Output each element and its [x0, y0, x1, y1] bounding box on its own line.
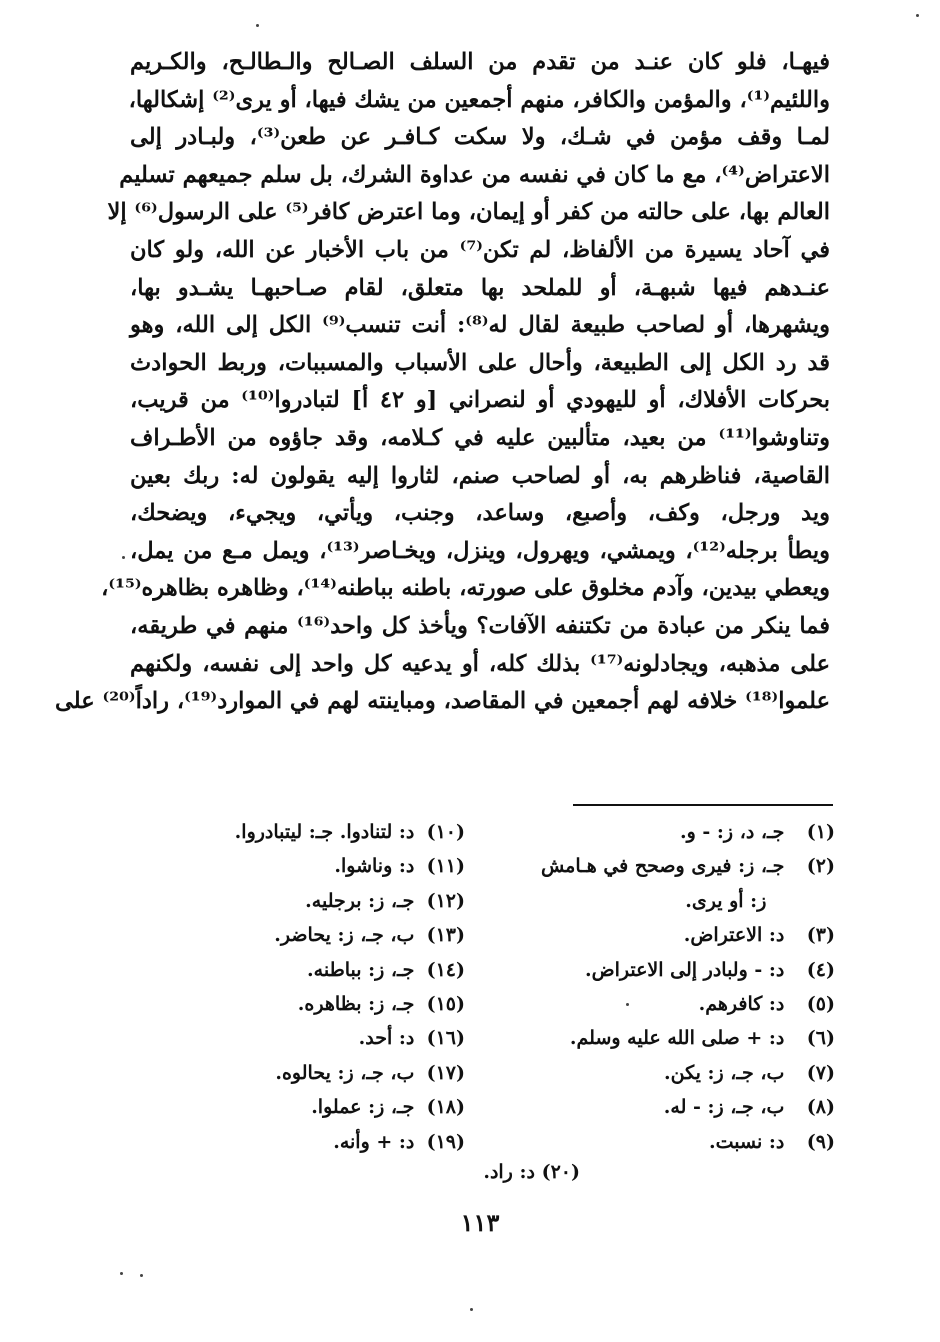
text-line: ويد ورجل، وكف، وأصبع، وساعد، وجنب، ويأتي، ويجيء، ويضحك،: [130, 500, 830, 527]
footnote-text: د: وناشوا.: [334, 855, 415, 878]
footnote-number: (٤): [806, 958, 835, 981]
footnote: [490, 1090, 835, 1124]
footnote: [120, 1125, 465, 1159]
text-line: العالم بها، على حالته من كفر أو إيمان، وما اعترض كافر⁽⁵⁾ على الرسول⁽⁶⁾ إلا: [107, 199, 830, 226]
scan-speck: [626, 1003, 629, 1006]
footnote: [490, 918, 835, 952]
footnote-text: جـ، ز: عملوا.: [311, 1096, 415, 1119]
footnote-separator: [573, 804, 833, 806]
footnote-number: (١٢): [426, 889, 465, 912]
text-line: لمـا وقف مؤمن في شـك، ولا سكت كـافـر عن طعن⁽³⁾، ولبـادر إلى: [130, 124, 830, 151]
footnote-text: د: راد.: [483, 1161, 535, 1183]
footnote-last: [250, 1155, 580, 1189]
text-line: ويعطي بيدين، وآدم مخلوق على صورته، باطنه بباطنه⁽¹⁴⁾، وظاهره بظاهره⁽¹⁵⁾،: [101, 575, 830, 602]
footnote-text: جـ، ز: برجليه.: [305, 889, 415, 912]
footnote: [490, 953, 835, 987]
footnote-number: (٣): [806, 924, 835, 947]
footnote-number: (١٤): [426, 958, 465, 981]
text-line: ويطأ برجله⁽¹²⁾، ويمشي، ويهرول، وينزل، ويخـاصر⁽¹³⁾، ويمل مـع من يمل،: [130, 537, 831, 564]
footnote: [490, 1125, 835, 1159]
footnote: [120, 1056, 465, 1090]
footnote: [490, 987, 835, 1021]
text-line: الاعتراض⁽⁴⁾، مع ما كان في نفسه من عداوة الشرك، بل سلم جميعهم تسليم: [119, 161, 830, 188]
scan-speck: [256, 24, 259, 27]
text-line: قد رد الكل إلى الطبيعة، وأحال على الأسباب والمسببات، وربط الحوادث: [130, 349, 830, 376]
footnote-number: (١٠): [426, 821, 465, 843]
footnote: [120, 1021, 465, 1055]
footnote-number: (١٨): [426, 1096, 465, 1119]
footnote: [120, 1090, 465, 1124]
footnote: [120, 884, 465, 918]
footnote: [120, 918, 465, 952]
text-line: عنـدهم فيها شبهـة، أو للملحد بها متعلق، لقام صـاحبهـا يشـدو بها،: [130, 274, 830, 301]
footnote-text: ب، جـ، ز: يحاضر.: [274, 924, 415, 947]
footnote: [120, 987, 465, 1021]
footnote-number: (١٩): [426, 1130, 465, 1153]
scan-speck: [122, 556, 125, 559]
scan-speck: [916, 14, 919, 17]
footnote-text: جـ، د، ز: - و.: [680, 821, 785, 843]
footnote: [490, 849, 835, 883]
footnote-text: د: أحد.: [358, 1027, 415, 1050]
footnote-text: د: الاعتراض.: [683, 924, 785, 947]
footnote-number: (١): [806, 821, 835, 843]
footnote: [120, 815, 465, 849]
footnote-text: ز: أو يرى.: [685, 889, 767, 912]
footnote-number: (٥): [806, 992, 835, 1015]
scan-speck: [140, 1274, 143, 1277]
text-line: القاصية، فناظرهم به، أو لصاحب صنم، لثاروا إليه يقولون له: ربك بعين: [130, 462, 830, 489]
footnote-text: د: + وأنه.: [333, 1130, 415, 1153]
footnotes-right-column: [490, 815, 835, 1159]
footnote-text: ب، جـ، ز: يحالوه.: [275, 1061, 415, 1084]
text-line: وتناوشوا⁽¹¹⁾ من بعيد، متألبين عليه في كـلامه، وقد جاؤوه من الأطـراف: [130, 424, 830, 451]
footnote-number: (٢): [806, 855, 835, 878]
footnote: [490, 1056, 835, 1090]
footnote-number: (٨): [806, 1096, 835, 1119]
footnote-text: ب، جـ، ز: - له.: [663, 1096, 785, 1119]
text-line: فما ينكر من عبادة من تكتنفه الآفات؟ ويأخذ كل واحد⁽¹⁶⁾ منهم في طريقه،: [130, 612, 830, 639]
text-line: بحركات الأفلاك، أو لليهودي أو لنصراني [و ٤٢ أ] لتبادروا⁽¹⁰⁾ من قريب،: [130, 387, 830, 414]
page-number: ١١٣: [460, 1208, 500, 1237]
footnote-text: د: - ولبادر إلى الاعتراض.: [584, 958, 785, 981]
footnote-text: د: + صلى الله عليه وسلم.: [569, 1027, 785, 1050]
footnote-text: د: كافرهم.: [698, 992, 785, 1015]
footnote-text: د: نسبت.: [709, 1130, 785, 1153]
footnote-text: ب، جـ، ز: يكن.: [664, 1061, 785, 1084]
text-line: واللئيم⁽¹⁾، والمؤمن والكافر، منهم أجمعين من يشك فيها، أو يرى⁽²⁾ إشكالها،: [128, 86, 830, 113]
footnotes-left-column: [120, 815, 465, 1159]
footnote-text: د: لتنادوا. جـ: ليتبادروا.: [234, 821, 415, 843]
text-line: في آحاد يسيرة من الألفاظ، لم تكن⁽⁷⁾ من باب الأخبار عن الله، ولو كان: [130, 236, 830, 263]
footnote-number: (١١): [426, 855, 465, 878]
scan-speck: [120, 1272, 123, 1275]
footnote-number: (١٧): [426, 1061, 465, 1084]
footnote-number: (١٣): [426, 924, 465, 947]
footnote-number: (٧): [806, 1061, 835, 1084]
footnote-number: (٩): [806, 1130, 835, 1153]
footnote-number: (٢٠): [541, 1161, 580, 1183]
footnote: [490, 1021, 835, 1055]
footnote-text: جـ، ز: بباطنه.: [307, 958, 415, 981]
main-text-block: [55, 44, 831, 721]
text-line: فيهـا، فلو كان عنـد من تقدم من السلف الصـالح والـطالـح، والكـريم: [130, 49, 830, 75]
footnote-continuation: [490, 884, 835, 918]
text-line: علموا⁽¹⁸⁾ خلافه لهم أجمعين في المقاصد، ومباينته لهم في الموارد⁽¹⁹⁾، راداً⁽²⁰⁾ على: [55, 688, 830, 715]
footnote-text: جـ، ز: فيرى وصحح في هـامش: [540, 855, 785, 878]
scan-speck: [470, 1308, 473, 1311]
footnote-number: (١٦): [426, 1027, 465, 1050]
footnote-number: (٦): [806, 1027, 835, 1050]
footnote: [120, 849, 465, 883]
text-line: ويشهرها، أو لصاحب طبيعة لقال له⁽⁸⁾: أنت تنسب⁽⁹⁾ الكل إلى الله، وهو: [130, 312, 830, 339]
footnote: [490, 815, 835, 849]
text-line: على مذهبه، ويجادلونه⁽¹⁷⁾ بذلك كله، أو يدعيه كل واحد إلى نفسه، ولكنهم: [130, 650, 830, 677]
footnote: [120, 953, 465, 987]
footnote-number: (١٥): [426, 992, 465, 1015]
footnote-text: جـ، ز: بظاهره.: [297, 992, 415, 1015]
